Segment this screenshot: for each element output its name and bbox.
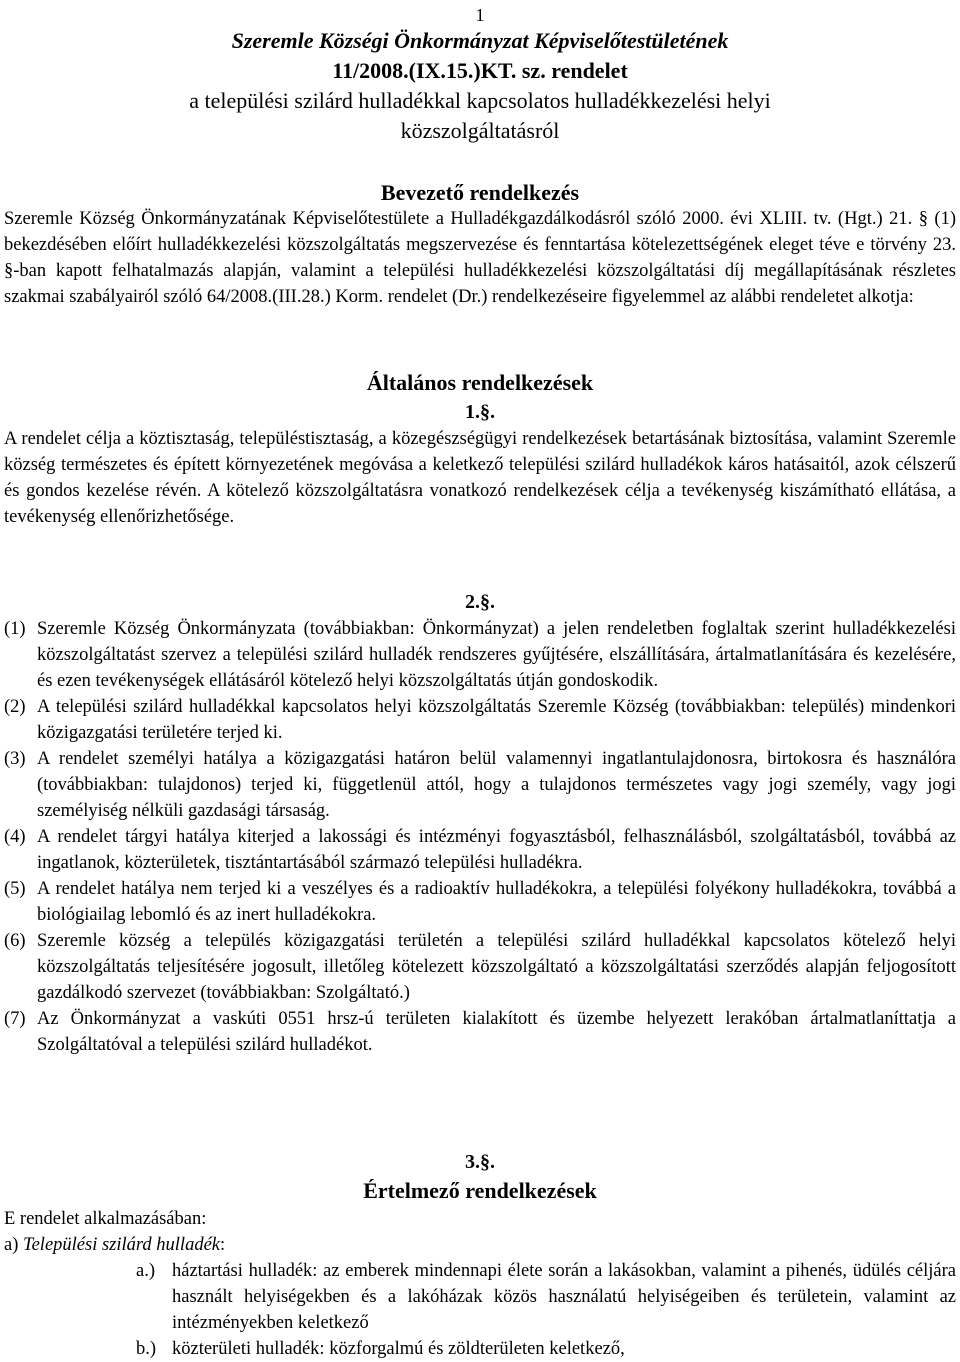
item-number: (3) [4, 749, 26, 769]
section-3-number: 3.§. [465, 1151, 495, 1173]
title-line-1: Szeremle Községi Önkormányzat Képviselőtestületének [231, 28, 729, 53]
item-text: A rendelet személyi hatálya a közigazgatási határon belül valamennyi ingatlantulajdonosra, birtokosra és használóra (továbbiakban: tulajdonos) terjed ki, függetlenül attól, hogy a tulajdonos természetes vagy jogi személy, vagy jogi személyiség nélküli gazdasági társaság. [37, 749, 956, 821]
item-text: Szeremle Község Önkormányzata (továbbiakban: Önkormányzat) a jelen rendeletben foglaltak szerint hulladékkezelési közszolgáltatást szervez a települési szilárd hulladék rendszeres gyűjtésére, elszállítására, ártalmatlanítására és kezelésére, és ezen tevékenységek ellátásáról kötelező helyi közszolgáltatás útján gondoskodik. [37, 619, 956, 691]
definition-a-number: a) [4, 1235, 19, 1255]
item-number: (4) [4, 827, 26, 847]
intro-heading: Bevezető rendelkezés [380, 180, 580, 205]
page-number: 1 [475, 5, 485, 25]
item-number: (1) [4, 619, 26, 639]
subitem-text: háztartási hulladék: az emberek mindennapi élete során a lakásokban, valamint a pihenés, üdülés céljára használt helyiségekben és a lakóházak közös használatú helyiségeiben és területein, valamint az intézményekben keletkező [172, 1261, 956, 1333]
general-heading: Általános rendelkezések [366, 370, 594, 395]
definition-subitem-a [136, 1258, 956, 1336]
subitem-number: a.) [136, 1261, 155, 1281]
document-title [0, 26, 960, 146]
item-text: Szeremle község a település közigazgatási területén a települési szilárd hulladékkal kapcsolatos kötelező helyi közszolgáltatás teljesítésére jogosult, illetőleg kötelezett közszolgáltató a közszolgáltatási szerződés alapján feljogosított gazdálkodó szervezet (továbbiakban: Szolgáltató.) [37, 931, 956, 1003]
section-2-item-3 [0, 746, 960, 824]
section-2-number: 2.§. [465, 591, 495, 613]
definition-a-term: Települési szilárd hulladék [23, 1235, 220, 1255]
section-2-items [0, 616, 960, 1058]
section-2-item-4 [0, 824, 960, 876]
section-2-item-2 [0, 694, 960, 746]
section-2-item-6 [0, 928, 960, 1006]
item-number: (2) [4, 697, 26, 717]
section-2-item-5 [0, 876, 960, 928]
section-1-paragraph: A rendelet célja a köztisztaság, településtisztaság, a közegészségügyi rendelkezések betartásának biztosítása, valamint Szeremle község természetes és épített környezetének megóvása a keletkező települési szilárd hulladékok káros hatásaitól, azok célszerű és gondos kezelése révén. A kötelező közszolgáltatásra vonatkozó rendelkezések célja a tevékenység kiszámítható ellátása, a tevékenység ellenőrizhetősége. [4, 429, 956, 527]
definitions-lead: E rendelet alkalmazásában: [4, 1209, 207, 1229]
title-line-4: közszolgáltatásról [400, 118, 560, 143]
subitem-number: b.) [136, 1339, 157, 1359]
item-number: (5) [4, 879, 26, 899]
intro-paragraph: Szeremle Község Önkormányzatának Képviselőtestülete a Hulladékgazdálkodásról szóló 2000. évi XLIII. tv. (Hgt.) 21. § (1) bekezdésében előírt hulladékkezelési közszolgáltatás megszervezése és fenntartása kötelezettségének eleget téve e törvény 23. §-ban kapott felhatalmazás alapján, valamint a települési hulladékkezelési közszolgáltatási díj megállapításának részletes szakmai szabályairól szóló 64/2008.(III.28.) Korm. rendelet (Dr.) rendelkezéseire figyelemmel az alábbi rendeletet alkotja: [4, 209, 956, 307]
subitem-text: közterületi hulladék: közforgalmú és zöldterületen keletkező, [172, 1339, 625, 1359]
section-3 [0, 1148, 960, 1362]
item-text: A rendelet hatálya nem terjed ki a veszélyes és a radioaktív hulladékokra, a települési folyékony hulladékokra, továbbá a biológiailag lebomló és az inert hulladékokra. [37, 879, 956, 925]
definition-subitem-b [136, 1336, 956, 1362]
item-text: A rendelet tárgyi hatálya kiterjed a lakossági és intézményi fogyasztásból, felhasználásból, szolgáltatásból, továbbá az ingatlanok, közterületek, tisztántartásából származó települési hulladékra. [37, 827, 956, 873]
section-1-number: 1.§. [465, 401, 495, 423]
section-2 [0, 588, 960, 1058]
title-line-2: 11/2008.(IX.15.)KT. sz. rendelet [332, 58, 628, 83]
intro-section [0, 180, 960, 310]
definition-a-colon: : [220, 1235, 226, 1255]
definitions-heading: Értelmező rendelkezések [363, 1178, 597, 1203]
section-2-item-1 [0, 616, 960, 694]
definition-a [0, 1232, 960, 1258]
item-number: (6) [4, 931, 26, 951]
general-section [0, 368, 960, 530]
title-line-3: a települési szilárd hulladékkal kapcsolatos hulladékkezelési helyi [189, 88, 771, 113]
section-2-item-7 [0, 1006, 960, 1058]
item-number: (7) [4, 1009, 26, 1029]
item-text: Az Önkormányzat a vaskúti 0551 hrsz-ú területen kialakított és üzembe helyezett lerakóban ártalmatlaníttatja a Szolgáltatóval a települési szilárd hulladékot. [37, 1009, 956, 1055]
item-text: A települési szilárd hulladékkal kapcsolatos helyi közszolgáltatás Szeremle Község (továbbiakban: település) mindenkori közigazgatási területére terjed ki. [37, 697, 956, 743]
definition-a-subitems [0, 1258, 960, 1362]
